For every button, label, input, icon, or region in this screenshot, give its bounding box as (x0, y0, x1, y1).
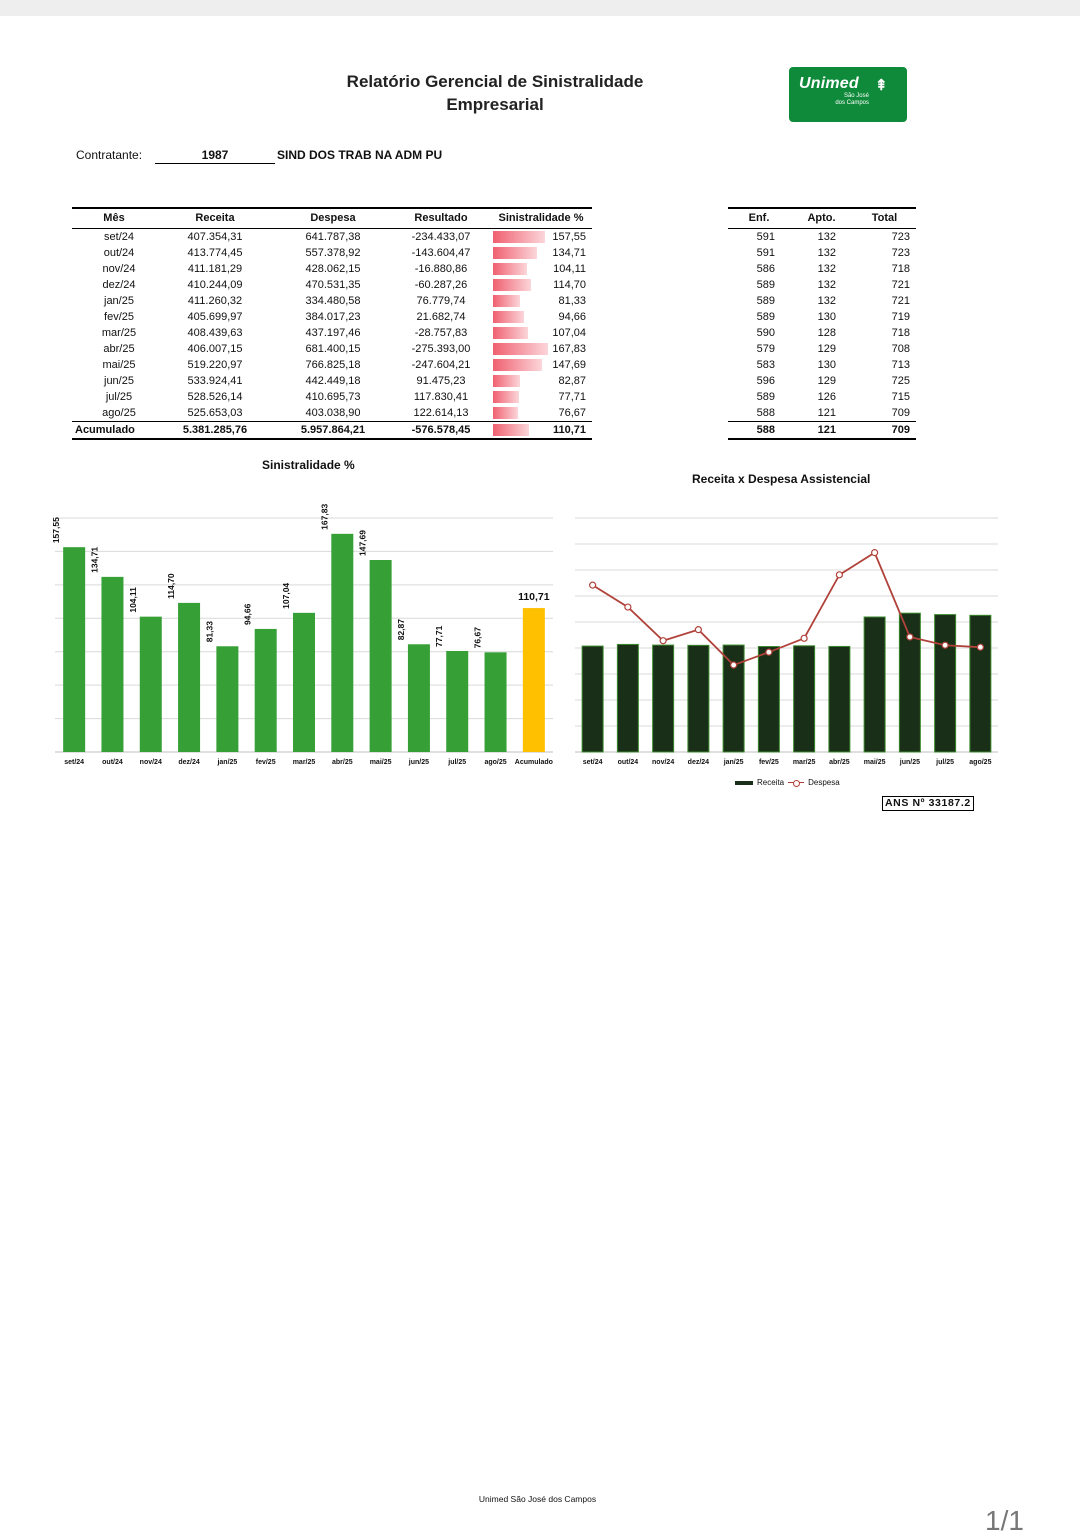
cell-enf: 589 (756, 278, 775, 291)
point-despesa (590, 582, 596, 588)
data-label: 157,55 (51, 517, 62, 544)
tick-label: fev/25 (255, 759, 276, 766)
sinistralidade-value: 114,70 (553, 278, 586, 291)
cell-despesa: 384.017,23 (305, 310, 361, 323)
report-title-line1: Relatório Gerencial de Sinistralidade (346, 72, 644, 91)
tick-label: abr/25 (829, 759, 850, 766)
tick-label: nov/24 (652, 759, 675, 766)
cell-resultado: -247.604,21 (411, 359, 471, 372)
table-row (72, 293, 592, 309)
table-row (728, 341, 916, 357)
sinistralidade-databar (493, 359, 542, 371)
chart1-title: Sinistralidade % (262, 458, 355, 472)
unimed-logo (789, 67, 907, 122)
bar-receita (582, 646, 603, 752)
cell-despesa: 428.062,15 (305, 262, 361, 275)
unimed-tree-icon: ⇞ (875, 77, 888, 94)
sinistralidade-value: 110,71 (552, 424, 586, 437)
data-label: 134,71 (89, 546, 100, 573)
cell-resultado: 91.475,23 (416, 375, 466, 388)
cell-receita: 5.381.285,76 (156, 422, 274, 440)
cell-mes: dez/24 (102, 278, 136, 291)
cell-mes: jun/25 (104, 375, 134, 388)
report-title (290, 70, 700, 116)
sinistralidade-value: 94,66 (558, 310, 586, 323)
cell-total: 718 (891, 262, 910, 275)
cell-receita: 411.181,29 (187, 262, 243, 275)
cell-despesa: 766.825,18 (305, 359, 361, 372)
bar (446, 651, 468, 752)
table-row (72, 341, 592, 357)
cell-mes: abr/25 (103, 343, 135, 356)
table-row (72, 309, 592, 325)
tick-label: mai/25 (863, 759, 886, 766)
point-despesa (660, 638, 666, 644)
viewer-top-bar (0, 0, 1080, 16)
data-label: 107,04 (281, 582, 291, 609)
contract-label: Contratante: (76, 148, 143, 162)
cell-mes: set/24 (104, 230, 134, 243)
bar (408, 644, 430, 752)
sinistralidade-databar (493, 231, 545, 243)
cell-enf: 579 (756, 343, 775, 356)
contract-code: 1987 (155, 148, 275, 164)
cell-total: 708 (891, 343, 910, 356)
bar (140, 617, 162, 752)
tick-label: ago/25 (484, 759, 507, 766)
bar (178, 603, 200, 752)
table-row (728, 405, 916, 422)
bar-receita (794, 646, 815, 752)
bar-receita (723, 645, 744, 752)
col-header-apto: Apto. (790, 208, 853, 228)
cell-mes: mar/25 (101, 327, 137, 340)
ans-registration: ANS Nº 33187.2 (882, 796, 974, 811)
tick-label: jul/25 (936, 759, 955, 766)
cell-mes: ago/25 (102, 407, 136, 420)
cell-receita: 525.653,03 (187, 407, 243, 420)
tick-label: jan/25 (217, 759, 238, 766)
logo-brand: Unimed (799, 75, 859, 92)
cell-apto: 126 (817, 391, 836, 404)
cell-total: 715 (891, 391, 910, 404)
cell-apto: 130 (817, 310, 836, 323)
cell-total: 721 (891, 294, 910, 307)
data-label: 147,69 (357, 530, 368, 557)
cell-sinistralidade (490, 245, 592, 261)
beneficiaries-total-row (728, 422, 916, 440)
table-row (72, 389, 592, 405)
cell-receita: 406.007,15 (187, 343, 243, 356)
cell-total: 719 (891, 310, 910, 323)
data-label: 76,67 (472, 627, 483, 649)
cell-resultado: -234.433,07 (411, 230, 471, 243)
cell-despesa: 5.957.864,21 (274, 422, 392, 440)
tick-label: Acumulado (514, 759, 553, 766)
data-label: 104,11 (127, 587, 138, 613)
data-label: 94,66 (242, 603, 253, 625)
cell-resultado: -576.578,45 (392, 422, 490, 440)
table-row (728, 277, 916, 293)
sinistralidade-bar-chart (50, 490, 560, 775)
col-header-mes: Mês (72, 208, 156, 228)
table-row (72, 373, 592, 389)
cell-mes: nov/24 (102, 262, 136, 275)
cell-sinistralidade (490, 405, 592, 422)
cell-apto: 132 (817, 278, 836, 291)
logo-sub-line1: São José (843, 93, 869, 99)
data-label: 81,33 (204, 620, 215, 643)
bar-receita (864, 617, 885, 752)
bar (485, 652, 507, 752)
col-header-enf: Enf. (728, 208, 790, 228)
cell-sinistralidade (490, 309, 592, 325)
cell-enf: 588 (728, 422, 790, 440)
data-label: 82,87 (395, 618, 406, 641)
cell-resultado: 21.682,74 (416, 310, 466, 323)
cell-sinistralidade (490, 228, 592, 245)
receita-despesa-chart (570, 490, 1005, 775)
table-row (72, 261, 592, 277)
contract-name: SIND DOS TRAB NA ADM PU (277, 148, 443, 162)
cell-enf: 588 (756, 407, 775, 420)
data-label: 114,70 (166, 573, 177, 599)
cell-resultado: 76.779,74 (416, 294, 466, 307)
data-label: 167,83 (319, 503, 330, 530)
table-row (72, 325, 592, 341)
sinistralidade-value: 81,33 (558, 294, 586, 307)
table-row (728, 357, 916, 373)
cell-enf: 586 (756, 262, 775, 275)
cell-sinistralidade (490, 277, 592, 293)
sinistralidade-value: 82,87 (558, 375, 586, 388)
col-header-despesa: Despesa (274, 208, 392, 228)
cell-resultado: -275.393,00 (411, 343, 471, 356)
claims-table-header (72, 208, 592, 228)
cell-sinistralidade (490, 293, 592, 309)
chart2-legend (735, 778, 840, 787)
sinistralidade-value: 104,11 (553, 262, 586, 275)
cell-resultado: -16.880,86 (414, 262, 468, 275)
cell-sinistralidade (490, 341, 592, 357)
cell-apto: 129 (817, 343, 836, 356)
cell-total: 721 (891, 278, 910, 291)
col-header-resultado: Resultado (392, 208, 490, 228)
cell-despesa: 641.787,38 (305, 230, 361, 243)
tick-label: set/24 (582, 759, 603, 766)
table-row (72, 245, 592, 261)
table-row (728, 245, 916, 261)
cell-despesa: 437.197,46 (305, 327, 361, 340)
sinistralidade-value: 157,55 (552, 230, 586, 243)
table-row (728, 373, 916, 389)
cell-receita: 533.924,41 (187, 375, 243, 388)
cell-apto: 121 (790, 422, 853, 440)
cell-despesa: 442.449,18 (305, 375, 361, 388)
tick-label: abr/25 (331, 759, 353, 766)
bar (216, 646, 238, 752)
bar-receita (829, 646, 850, 752)
beneficiaries-table-header (728, 208, 916, 228)
chart2-title: Receita x Despesa Assistencial (692, 472, 871, 486)
cell-despesa: 403.038,90 (305, 407, 361, 420)
cell-apto: 130 (817, 359, 836, 372)
cell-apto: 132 (817, 230, 836, 243)
sinistralidade-databar (493, 247, 537, 259)
cell-enf: 589 (756, 310, 775, 323)
cell-total: 718 (891, 327, 910, 340)
col-header-total: Total (853, 208, 916, 228)
cell-receita: 407.354,31 (187, 230, 243, 243)
data-label: 110,71 (518, 591, 550, 604)
tick-label: mai/25 (369, 759, 392, 766)
tick-label: set/24 (64, 759, 85, 766)
cell-enf: 589 (756, 294, 775, 307)
tick-label: dez/24 (178, 759, 200, 766)
cell-receita: 410.244,09 (187, 278, 243, 291)
table-row (72, 228, 592, 245)
cell-apto: 132 (817, 246, 836, 259)
cell-despesa: 334.480,58 (305, 294, 361, 307)
bar-receita (935, 615, 956, 752)
cell-enf: 583 (756, 359, 775, 372)
tick-label: jul/25 (448, 759, 467, 766)
tick-label: fev/25 (758, 759, 779, 766)
cell-receita: 408.439,63 (187, 327, 243, 340)
bar-receita (653, 645, 674, 752)
table-row (72, 405, 592, 422)
sinistralidade-databar (493, 407, 518, 419)
cell-enf: 596 (756, 375, 775, 388)
tick-label: out/24 (102, 759, 123, 766)
cell-mes: out/24 (103, 246, 135, 259)
page-footer: Unimed São José dos Campos (478, 1494, 597, 1504)
point-despesa (977, 644, 983, 650)
legend-despesa-label: Despesa (808, 778, 840, 787)
cell-apto: 128 (817, 327, 836, 340)
legend-line-swatch (788, 779, 804, 786)
sinistralidade-databar (493, 424, 529, 436)
bar (370, 560, 392, 752)
table-row (728, 228, 916, 245)
cell-despesa: 557.378,92 (305, 246, 361, 259)
cell-resultado: -60.287,26 (414, 278, 468, 291)
bar (331, 534, 353, 752)
cell-apto: 129 (817, 375, 836, 388)
cell-apto: 132 (817, 294, 836, 307)
sinistralidade-databar (493, 295, 520, 307)
bar-receita (758, 647, 779, 752)
sinistralidade-databar (493, 279, 531, 291)
point-despesa (836, 572, 842, 578)
tick-label: jan/25 (723, 759, 744, 766)
cell-total: 725 (891, 375, 910, 388)
sinistralidade-value: 167,83 (552, 343, 586, 356)
bar (255, 629, 277, 752)
sinistralidade-value: 134,71 (552, 246, 586, 259)
point-despesa (625, 604, 631, 610)
col-header-sinistralidade: Sinistralidade % (490, 208, 592, 228)
col-header-receita: Receita (156, 208, 274, 228)
tick-label: jun/25 (408, 759, 430, 766)
cell-enf: 591 (756, 246, 775, 259)
sinistralidade-databar (493, 375, 520, 387)
tick-label: ago/25 (969, 759, 992, 766)
point-despesa (695, 627, 701, 633)
report-title-line2: Empresarial (446, 95, 544, 114)
point-despesa (872, 550, 878, 556)
cell-despesa: 410.695,73 (305, 391, 361, 404)
cell-sinistralidade (490, 389, 592, 405)
point-despesa (766, 649, 772, 655)
bar-receita (617, 644, 638, 752)
cell-apto: 132 (817, 262, 836, 275)
claims-table (72, 207, 592, 440)
point-despesa (801, 635, 807, 641)
sinistralidade-databar (493, 327, 528, 339)
cell-despesa: 470.531,35 (305, 278, 361, 291)
bar (63, 547, 85, 752)
bar (101, 577, 123, 752)
tick-label: jun/25 (899, 759, 920, 766)
cell-apto: 121 (817, 407, 836, 420)
legend-bar-swatch (735, 781, 753, 785)
cell-mes: fev/25 (104, 310, 134, 323)
data-label: 77,71 (434, 625, 445, 647)
tick-label: mar/25 (792, 759, 816, 766)
cell-despesa: 681.400,15 (305, 343, 361, 356)
cell-sinistralidade (490, 357, 592, 373)
beneficiaries-table (728, 207, 916, 440)
cell-mes: mai/25 (102, 359, 136, 372)
table-row (728, 293, 916, 309)
cell-enf: 590 (756, 327, 775, 340)
cell-receita: 519.220,97 (187, 359, 243, 372)
cell-resultado: 117.830,41 (413, 391, 469, 404)
cell-resultado: -28.757,83 (414, 327, 468, 340)
cell-sinistralidade (490, 325, 592, 341)
cell-mes: jan/25 (104, 294, 134, 307)
sinistralidade-databar (493, 391, 519, 403)
table-row (728, 325, 916, 341)
point-despesa (731, 662, 737, 668)
point-despesa (907, 634, 913, 640)
bar (523, 608, 545, 752)
cell-total: 713 (891, 359, 910, 372)
sinistralidade-databar (493, 343, 548, 355)
table-row (728, 389, 916, 405)
tick-label: out/24 (617, 759, 639, 766)
cell-sinistralidade (490, 261, 592, 277)
page-number: 1/1 (985, 1505, 1024, 1536)
cell-receita: 411.260,32 (187, 294, 243, 307)
cell-receita: 405.699,97 (187, 310, 243, 323)
cell-total: 709 (853, 422, 916, 440)
sinistralidade-value: 77,71 (558, 391, 586, 404)
table-row (728, 309, 916, 325)
sinistralidade-value: 76,67 (558, 407, 586, 420)
tick-label: nov/24 (139, 759, 162, 766)
cell-receita: 413.774,45 (187, 246, 243, 259)
claims-table-total-row (72, 422, 592, 440)
cell-enf: 589 (756, 391, 775, 404)
table-row (72, 277, 592, 293)
cell-sinistralidade (490, 422, 592, 440)
cell-mes: jul/25 (105, 391, 133, 404)
tick-label: dez/24 (687, 759, 710, 766)
legend-receita-label: Receita (757, 778, 785, 787)
cell-total: 723 (891, 230, 910, 243)
cell-receita: 528.526,14 (187, 391, 243, 404)
logo-sub-line2: dos Campos (835, 100, 869, 106)
cell-total: 723 (891, 246, 910, 259)
sinistralidade-value: 147,69 (552, 359, 586, 372)
table-row (728, 261, 916, 277)
cell-resultado: -143.604,47 (411, 246, 471, 259)
sinistralidade-databar (493, 311, 524, 323)
bar-receita (970, 615, 991, 752)
tick-label: mar/25 (292, 759, 316, 766)
sinistralidade-value: 107,04 (552, 327, 586, 340)
bar (293, 613, 315, 752)
cell-enf: 591 (756, 230, 775, 243)
sinistralidade-databar (493, 263, 527, 275)
point-despesa (942, 642, 948, 648)
cell-total: 709 (891, 407, 910, 420)
cell-mes: Acumulado (72, 422, 156, 440)
cell-resultado: 122.614,13 (413, 407, 469, 420)
table-row (72, 357, 592, 373)
cell-sinistralidade (490, 373, 592, 389)
bar-receita (688, 645, 709, 752)
